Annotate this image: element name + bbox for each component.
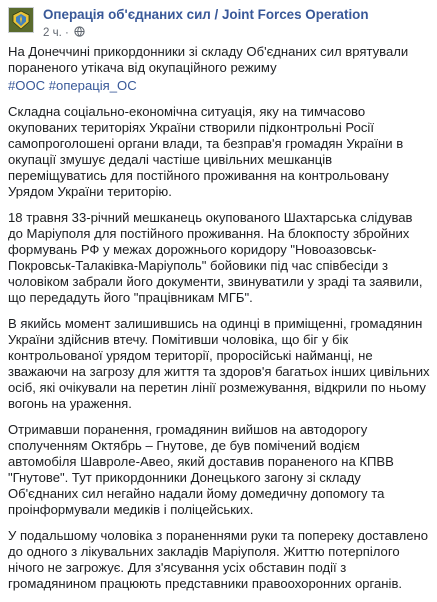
page-name-link[interactable]: Операція об'єднаних сил / Joint Forces Operation	[43, 7, 369, 22]
post-paragraph: 18 травня 33-річний мешканець окупованого Шахтарська слідував до Маріуполя для постійного проживання. На блокпосту збройних формувань РФ у межах дорожнього коридору "Новоазовськ-Покровськ-Талаківка-Маріуполь" бойовики під час співбесіди з чоловіком забрали його документи, звинуватили у зраді та заявили, що передадуть його "працівникам МГБ".	[8, 210, 423, 305]
hashtag-link[interactable]: #ООС	[8, 78, 46, 93]
post-paragraph: В якийсь момент залишившись на одинці в приміщенні, громадянин України здійснив втечу. Помітивши чоловіка, що біг у бік контрольованої урядом території, проросійські найманці, не зважаючи на загрозу для життя та здоров'я багатьох інших цивільних осіб, які очікували на перетин лінії розмежування, відкрили по ньому вогонь на ураження.	[8, 316, 430, 411]
jfo-emblem-icon	[9, 8, 33, 32]
post-meta	[43, 26, 85, 39]
post-paragraph: Отримавши поранення, громадянин вийшов на автодорогу сполученням Октябрь – Гнутове, де був помічений водієм автомобіля Шавроле-Авео, який доставив пораненого на КПВВ "Гнутове". Тут прикордонники Донецького загону зі складу Об'єднаних сил негайно надали йому домедичну допомогу та проінформували медиків і поліцейських.	[8, 422, 394, 517]
post-body	[8, 44, 430, 602]
post-timestamp[interactable]: 2 ч.	[43, 27, 62, 39]
meta-separator: ·	[61, 27, 73, 39]
hashtag-link[interactable]: #операція_ОС	[48, 78, 137, 93]
post-paragraph: Складна соціально-економічна ситуація, яку на тимчасово окупованих територіях України створили підконтрольні Росії самопроголошені органи влади, та безправ'я громадян України в окупації змушує дедалі частіше цивільних мешканців переміщуватись для постійного проживання на контрольовану Урядом України територію.	[8, 104, 404, 199]
globe-icon[interactable]	[74, 26, 85, 37]
post-title: На Донеччині прикордонники зі складу Об'єднаних сил врятували пораненого утікача від окупаційного режиму	[8, 44, 409, 75]
post-paragraph: У подальшому чоловіка з пораненнями руки та попереку доставлено до одного з лікувальних закладів Маріуполя. Життю потерпілого нічого не загрожує. Для з'ясування усіх обставин події з громадянином працюють представники правоохоронних органів.	[8, 528, 429, 591]
post-header	[8, 6, 429, 40]
page-avatar[interactable]	[8, 7, 34, 33]
hashtag-list	[8, 78, 430, 94]
